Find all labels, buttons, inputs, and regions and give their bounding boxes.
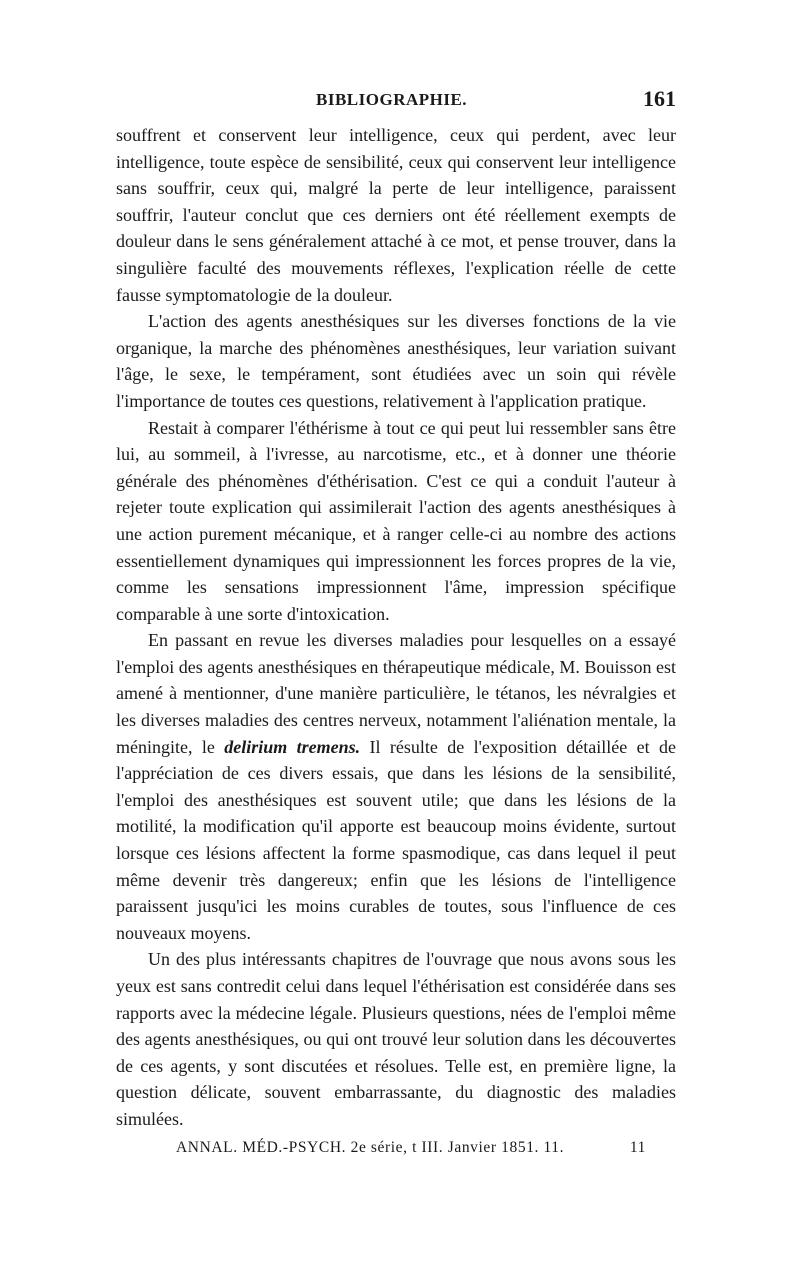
signature-mark: 11	[629, 1138, 646, 1156]
footer-citation: ANNAL. MÉD.-PSYCH. 2e série, t III. Janvier 1851. 11.	[176, 1138, 565, 1156]
paragraph-1: souffrent et conservent leur intelligence, ceux qui perdent, avec leur intelligence, toute espèce de sensibilité, ceux qui conservent leur intelligence sans souffrir, ceux qui, malgré la perte de leur intelligence, paraissent souffrir, l'auteur conclut que ces derniers ont été réellement exempts de douleur dans le sens généralement attaché à ce mot, et pense trouver, dans la singulière faculté des mouvements réflexes, l'explication réelle de cette fausse symptomatologie de la douleur.	[116, 125, 676, 305]
paragraph-5: Un des plus intéressants chapitres de l'ouvrage que nous avons sous les yeux est sans contredit celui dans lequel l'éthérisation est considérée dans ses rapports avec la médecine légale. Plusieurs questions, nées de l'emploi même des agents anesthésiques, ou qui ont trouvé leur solution dans les découvertes de ces agents, y sont discutées et résolues. Telle est, en première ligne, la question délicate, souvent embarrassante, du diagnostic des maladies simulées.	[116, 949, 676, 1129]
book-page	[116, 88, 676, 1157]
italic-term: delirium tremens.	[224, 736, 361, 757]
paragraph-3: Restait à comparer l'éthérisme à tout ce qui peut lui ressembler sans être lui, au sommeil, à l'ivresse, au narcotisme, etc., et à donner une théorie générale des phénomènes d'éthérisation. C'est ce qui a conduit l'auteur à rejeter toute explication qui assimilerait l'action des agents anesthésiques à une action purement mécanique, et à ranger celle-ci au nombre des actions essentiellement dynamiques qui impressionnent les forces propres de la vie, comme les sensations impressionnent l'âme, impression spécifique comparable à une sorte d'intoxication.	[116, 417, 676, 624]
page-footer	[116, 1139, 676, 1157]
page-body	[116, 122, 676, 1133]
paragraph-4: En passant en revue les diverses maladies pour lesquelles on a essayé l'emploi des agents anesthésiques en thérapeutique médicale, M. Bouisson est amené à mentionner, d'une manière particulière, le tétanos, les névralgies et les diverses maladies des centres nerveux, notamment l'aliénation mentale, la méningite, le delirium tremens. Il résulte de l'exposition détaillée et de l'appréciation de ces divers essais, que dans les lésions de la sensibilité, l'emploi des anesthésiques est souvent utile; que dans les lésions de la motilité, la modification qu'il apporte est beaucoup moins évidente, surtout lorsque ces lésions affectent la forme spasmodique, cas dans lequel il peut même devenir très dangereux; enfin que les lésions de l'intelligence paraissent jusqu'ici les moins curables de toutes, sous l'influence de ces nouveaux moyens.	[116, 630, 676, 943]
page-header	[116, 88, 676, 118]
running-head: BIBLIOGRAPHIE.	[316, 90, 468, 109]
paragraph-2: L'action des agents anesthésiques sur les diverses fonctions de la vie organique, la marche des phénomènes anesthésiques, leur variation suivant l'âge, le sexe, le tempérament, sont étudiées avec un soin qui révèle l'importance de toutes ces questions, relativement à l'application pratique.	[116, 311, 676, 411]
page-number: 161	[643, 86, 676, 111]
